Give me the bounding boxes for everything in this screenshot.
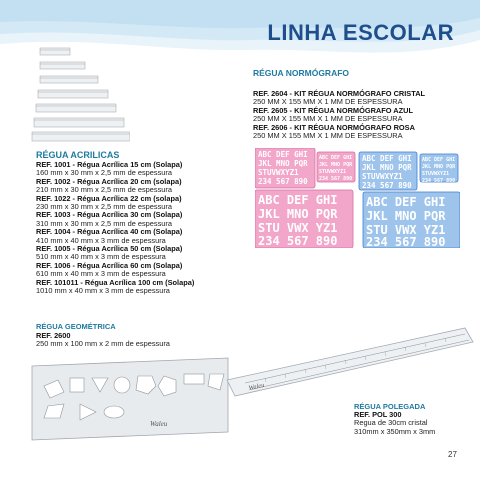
stencil-blue-large-row-3: STU VWX YZ1	[366, 223, 446, 237]
product-dimensions: 510 mm x 40 mm x 3 mm de espessura	[36, 252, 166, 262]
acrylic-rulers-image	[30, 46, 130, 146]
product-ref: REF. 1002 - Régua Acrílica 20 cm (solapa)	[36, 176, 182, 186]
acrylic-section-title: RÉGUA ACRILICAS	[36, 150, 120, 160]
stencil-blue-large-row-1: ABC DEF GHI	[366, 195, 446, 209]
product-dimensions: 230 mm x 30 mm x 2,5 mm de espessura	[36, 202, 172, 212]
product-ref: REF. 1004 - Régua Acrílica 40 cm (Solapa)	[36, 227, 183, 237]
acrylic-list	[36, 161, 256, 296]
product-ref: REF. 2606 - KIT RÉGUA NORMÓGRAFO ROSA	[253, 122, 415, 132]
stencil-blue-tiny-row-1: ABC DEF GHI	[422, 157, 456, 163]
stencil-pink-small-row-3: STUVWXYZ1	[258, 168, 299, 177]
stencil-blue-small-row-4: 234 567 890	[362, 181, 412, 190]
product-dimensions: 310mm x 350mm x 3mm	[354, 426, 436, 436]
brand-logo: Waleu	[247, 381, 266, 392]
product-dimensions: 410 mm x 40 mm x 3 mm de espessura	[36, 235, 166, 245]
product-dimensions: 250 MM X 155 MM X 1 MM DE ESPESSURA	[253, 97, 403, 107]
product-ref: REF. 1006 - Régua Acrílica 60 cm (Solapa)	[36, 260, 183, 270]
product-dimensions: 160 mm x 30 mm x 2,5 mm de espessura	[36, 168, 172, 178]
product-dimensions: 610 mm x 40 mm x 3 mm de espessura	[36, 269, 166, 279]
stencil-pink-large-row-1: ABC DEF GHI	[258, 193, 338, 207]
stencil-blue-small-row-1: ABC DEF GHI	[362, 154, 412, 163]
stencil-pink-large-row-3: STU VWX YZ1	[258, 221, 338, 235]
stencil-pink-small-row-4: 234 567 890	[258, 177, 308, 186]
stencil-blue-large-row-4: 234 567 890	[366, 235, 446, 248]
product-dimensions: 250 mm x 100 mm x 2 mm de espessura	[36, 339, 170, 349]
product-ref: REF. 2600	[36, 331, 71, 340]
stencil-rulers-image	[255, 148, 460, 248]
geometric-section-title: RÉGUA GEOMÉTRICA	[36, 322, 116, 331]
product-ref: REF. POL 300	[354, 410, 402, 419]
product-description: Regua de 30cm cristal	[354, 418, 428, 428]
product-ref: REF. 1003 - Régua Acrílica 30 cm (Solapa)	[36, 210, 183, 220]
stencil-blue-small-row-3: STUVWXYZ1	[362, 172, 403, 181]
product-dimensions: 250 MM X 155 MM X 1 MM DE ESPESSURA	[253, 131, 403, 141]
geometric-ruler-image	[30, 356, 230, 441]
product-ref: REF. 2605 - KIT RÉGUA NORMÓGRAFO AZUL	[253, 105, 414, 115]
stencil-pink-tiny-row-2: JKL MNO PQR	[319, 162, 353, 168]
product-ref: REF. 1005 - Régua Acrílica 50 cm (Solapa)	[36, 244, 183, 254]
stencil-blue-tiny-row-3: STUVWXYZ1	[422, 171, 450, 177]
inch-section-title: RÉGUA POLEGADA	[354, 402, 426, 411]
stencil-pink-tiny-row-1: ABC DEF GHI	[319, 155, 353, 161]
product-ref: REF. 1022 - Régua Acrílica 22 cm (solapa)	[36, 193, 182, 203]
product-dimensions: 310 mm x 30 mm x 2,5 mm de espessura	[36, 218, 172, 228]
product-ref: REF. 1001 - Régua Acrílica 15 cm (Solapa)	[36, 160, 183, 169]
page-title: LINHA ESCOLAR	[267, 20, 454, 45]
product-ref: REF. 101011 - Régua Acrílica 100 cm (Solapa)	[36, 277, 195, 287]
inch-ruler-image	[225, 320, 475, 400]
acrylic-rulers-section	[36, 150, 256, 296]
stencil-pink-large-row-2: JKL MNO PQR	[258, 207, 338, 221]
product-dimensions: 210 mm x 30 mm x 2,5 mm de espessura	[36, 185, 172, 195]
geometric-ruler-section	[36, 322, 236, 349]
stencil-pink-small-row-1: ABC DEF GHI	[258, 150, 308, 159]
stencil-pink-small-row-2: JKL MNO PQR	[258, 159, 308, 168]
stencil-pink-tiny-row-3: STUVWXYZ1	[319, 169, 347, 175]
stencil-blue-tiny-row-4: 234 567 890	[422, 178, 456, 184]
inch-ruler-section	[354, 402, 464, 436]
page-number: 27	[448, 450, 457, 459]
stencil-pink-large-row-4: 234 567 890	[258, 234, 338, 248]
stencil-blue-large-row-2: JKL MNO PQR	[366, 209, 446, 223]
stencil-section-title: RÉGUA NORMÓGRAFO	[253, 68, 350, 78]
brand-logo: Waleu	[150, 420, 168, 428]
product-dimensions: 250 MM X 155 MM X 1 MM DE ESPESSURA	[253, 114, 403, 124]
product-ref: REF. 2604 - KIT RÉGUA NORMÓGRAFO CRISTAL	[253, 89, 426, 98]
stencil-blue-small-row-2: JKL MNO PQR	[362, 163, 412, 172]
stencil-section	[253, 68, 468, 140]
product-dimensions: 1010 mm x 40 mm x 3 mm de espessura	[36, 286, 170, 296]
stencil-blue-tiny-row-2: JKL MNO PQR	[422, 164, 456, 170]
stencil-pink-tiny-row-4: 234 567 890	[319, 176, 353, 182]
